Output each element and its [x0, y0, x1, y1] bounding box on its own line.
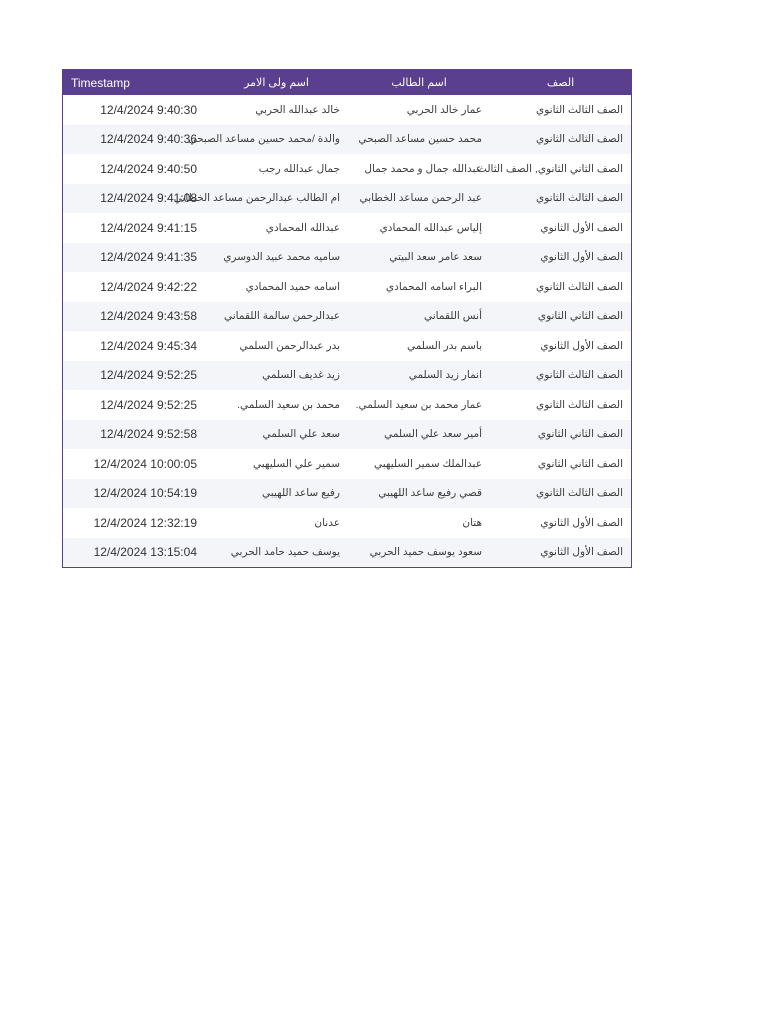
- parent-name-cell[interactable]: سمير علي السليهبي: [252, 457, 340, 470]
- grade-cell[interactable]: الصف الأول الثانوي: [540, 516, 623, 529]
- responses-table: [62, 69, 632, 568]
- table-row[interactable]: [63, 125, 631, 155]
- parent-name-cell[interactable]: ساميه محمد عبيد الدوسري: [223, 251, 340, 264]
- timestamp-cell[interactable]: 12/4/2024 9:40:36: [100, 132, 197, 147]
- grade-cell[interactable]: الصف الأول الثانوي: [540, 221, 623, 234]
- grade-cell[interactable]: الصف الأول الثانوي: [540, 546, 623, 559]
- table-row[interactable]: [63, 154, 631, 184]
- table-row[interactable]: [63, 302, 631, 332]
- table-row[interactable]: [63, 449, 631, 479]
- header-row: [63, 70, 631, 95]
- student-name-cell[interactable]: باسم بدر السلمي: [406, 339, 482, 352]
- column-header-grade[interactable]: الصف: [546, 77, 575, 89]
- timestamp-cell[interactable]: 12/4/2024 9:40:50: [100, 161, 197, 176]
- parent-name-cell[interactable]: رفيع ساعد اللهيبي: [262, 487, 340, 500]
- parent-name-cell[interactable]: عدنان: [314, 516, 340, 529]
- parent-name-cell[interactable]: ام الطالب عبدالرحمن مساعد الخطابي: [173, 192, 340, 205]
- table-row[interactable]: [63, 538, 631, 568]
- parent-name-cell[interactable]: والدة /محمد حسين مساعد الصبحي: [188, 133, 340, 146]
- parent-name-cell[interactable]: اسامه حميد المحمادي: [245, 280, 340, 293]
- table-row[interactable]: [63, 331, 631, 361]
- table-row[interactable]: [63, 508, 631, 538]
- grade-cell[interactable]: الصف الأول الثانوي: [540, 339, 623, 352]
- student-name-cell[interactable]: عبدالله جمال و محمد جمال: [364, 162, 482, 175]
- timestamp-cell[interactable]: 12/4/2024 9:43:58: [100, 309, 197, 324]
- table-body: [63, 95, 631, 567]
- timestamp-cell[interactable]: 12/4/2024 9:45:34: [100, 338, 197, 353]
- parent-name-cell[interactable]: عبدالله المحمادي: [265, 221, 340, 234]
- student-name-cell[interactable]: عبدالملك سمير السليهبي: [373, 457, 482, 470]
- student-name-cell[interactable]: البراء اسامه المحمادي: [385, 280, 482, 293]
- grade-cell[interactable]: الصف الثالث الثانوي: [536, 192, 623, 205]
- student-name-cell[interactable]: عبد الرحمن مساعد الخطابي: [359, 192, 482, 205]
- grade-cell[interactable]: الصف الثاني الثانوي: [537, 457, 623, 470]
- parent-name-cell[interactable]: زيد غديف السلمي: [262, 369, 340, 382]
- grade-cell[interactable]: الصف الثالث الثانوي: [536, 280, 623, 293]
- grade-cell[interactable]: الصف الثالث الثانوي: [536, 398, 623, 411]
- table-row[interactable]: [63, 361, 631, 391]
- timestamp-cell[interactable]: 12/4/2024 9:41:35: [100, 250, 197, 265]
- parent-name-cell[interactable]: جمال عبدالله رجب: [258, 162, 340, 175]
- parent-name-cell[interactable]: بدر عبدالرحمن السلمي: [239, 339, 340, 352]
- parent-name-cell[interactable]: سعد علي السلمي: [262, 428, 340, 441]
- table-row[interactable]: [63, 243, 631, 273]
- parent-name-cell[interactable]: خالد عبدالله الحربي: [255, 103, 340, 116]
- table-row[interactable]: [63, 420, 631, 450]
- column-header-parent-name[interactable]: اسم ولى الامر: [244, 77, 309, 89]
- timestamp-cell[interactable]: 12/4/2024 9:52:25: [100, 397, 197, 412]
- student-name-cell[interactable]: انمار زيد السلمي: [408, 369, 482, 382]
- grade-cell[interactable]: الصف الثالث الثانوي: [536, 133, 623, 146]
- timestamp-cell[interactable]: 12/4/2024 9:52:25: [100, 368, 197, 383]
- grade-cell[interactable]: الصف الأول الثانوي: [540, 251, 623, 264]
- timestamp-cell[interactable]: 12/4/2024 10:00:05: [93, 456, 197, 471]
- student-name-cell[interactable]: قصي رفيع ساعد اللهيبي: [378, 487, 482, 500]
- data-grid: [63, 70, 631, 567]
- student-name-cell[interactable]: محمد حسين مساعد الصبحي: [358, 133, 482, 146]
- student-name-cell[interactable]: عمار خالد الحربي: [406, 103, 482, 116]
- timestamp-cell[interactable]: 12/4/2024 9:40:30: [100, 102, 197, 117]
- timestamp-cell[interactable]: 12/4/2024 9:52:58: [100, 427, 197, 442]
- timestamp-cell[interactable]: 12/4/2024 13:15:04: [93, 545, 197, 560]
- grade-cell[interactable]: الصف الثاني الثانوي, الصف الثالث: [477, 162, 623, 175]
- grade-cell[interactable]: الصف الثالث الثانوي: [536, 369, 623, 382]
- column-header-timestamp[interactable]: Timestamp: [71, 75, 130, 90]
- student-name-cell[interactable]: سعد عامر سعد البيتي: [389, 251, 482, 264]
- table-row[interactable]: [63, 272, 631, 302]
- timestamp-cell[interactable]: 12/4/2024 12:32:19: [93, 515, 197, 530]
- parent-name-cell[interactable]: محمد بن سعيد السلمي.: [237, 398, 340, 411]
- table-row[interactable]: [63, 390, 631, 420]
- grade-cell[interactable]: الصف الثاني الثانوي: [537, 428, 623, 441]
- parent-name-cell[interactable]: يوسف حميد حامد الحربي: [230, 546, 340, 559]
- timestamp-cell[interactable]: 12/4/2024 9:41:15: [100, 220, 197, 235]
- student-name-cell[interactable]: أنس اللقماني: [424, 310, 482, 323]
- student-name-cell[interactable]: أمير سعد علي السلمي: [384, 428, 482, 441]
- grade-cell[interactable]: الصف الثالث الثانوي: [536, 103, 623, 116]
- table-row[interactable]: [63, 95, 631, 125]
- table-row[interactable]: [63, 479, 631, 509]
- timestamp-cell[interactable]: 12/4/2024 10:54:19: [93, 486, 197, 501]
- table-row[interactable]: [63, 213, 631, 243]
- student-name-cell[interactable]: هتان: [462, 516, 482, 529]
- grade-cell[interactable]: الصف الثالث الثانوي: [536, 487, 623, 500]
- parent-name-cell[interactable]: عبدالرحمن سالمة اللقماني: [224, 310, 340, 323]
- grade-cell[interactable]: الصف الثاني الثانوي: [537, 310, 623, 323]
- student-name-cell[interactable]: سعود يوسف حميد الحربي: [369, 546, 482, 559]
- table-row[interactable]: [63, 184, 631, 214]
- student-name-cell[interactable]: عمار محمد بن سعيد السلمي.: [355, 398, 482, 411]
- timestamp-cell[interactable]: 12/4/2024 9:42:22: [100, 279, 197, 294]
- timestamp-cell[interactable]: 12/4/2024 9:41:08: [100, 191, 197, 206]
- column-header-student-name[interactable]: اسم الطالب: [391, 77, 447, 89]
- student-name-cell[interactable]: إلياس عبدالله المحمادي: [379, 221, 482, 234]
